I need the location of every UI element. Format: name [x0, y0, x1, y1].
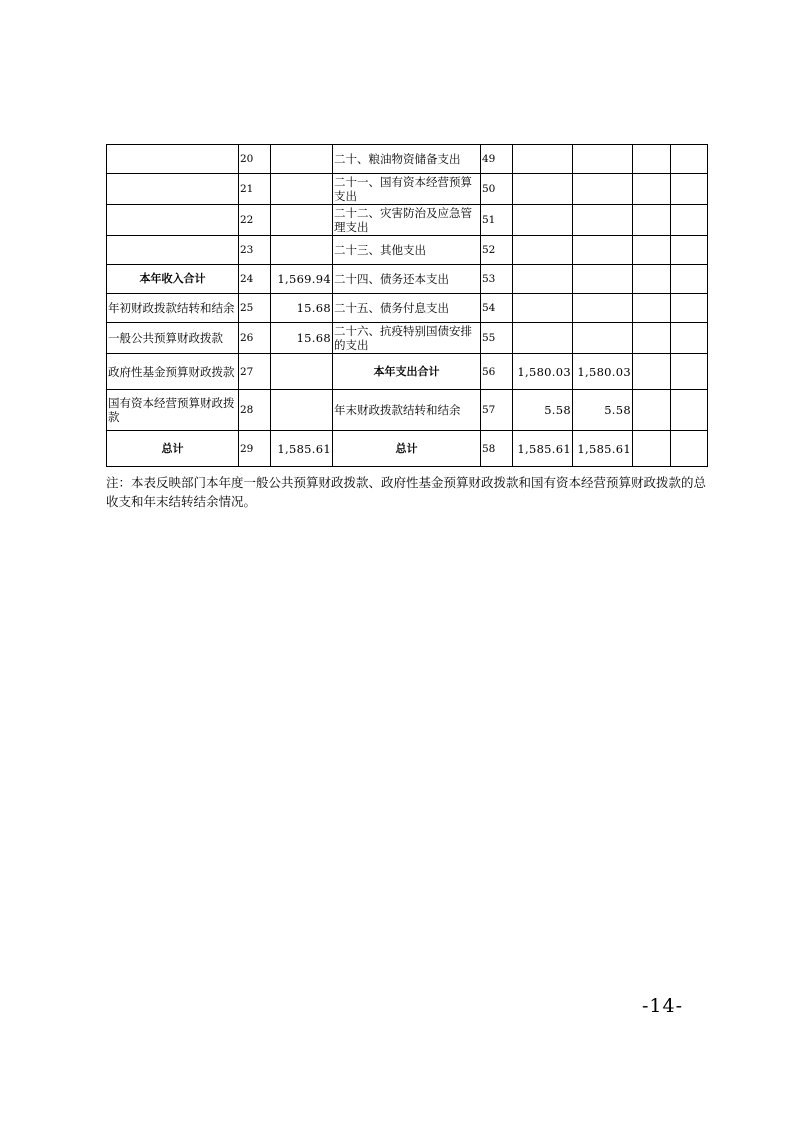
expense-general-cell: [573, 323, 633, 354]
expense-total-cell: [513, 265, 573, 294]
expense-state-cell: [671, 390, 708, 431]
income-amount-cell: 15.68: [271, 294, 333, 323]
expense-general-cell: [573, 145, 633, 174]
expense-state-cell: [671, 294, 708, 323]
expense-line-no: 54: [481, 294, 513, 323]
income-line-no: 27: [239, 354, 271, 390]
expense-item-cell: 年末财政拨款结转和结余: [333, 390, 481, 431]
expense-state-cell: [671, 236, 708, 265]
income-amount-cell: [271, 354, 333, 390]
expense-item-cell: 二十、粮油物资储备支出: [333, 145, 481, 174]
expense-total-cell: [513, 294, 573, 323]
expense-line-no: 53: [481, 265, 513, 294]
income-amount-cell: [271, 145, 333, 174]
expense-total-cell: 5.58: [513, 390, 573, 431]
expense-item-cell: 二十二、灾害防治及应急管理支出: [333, 205, 481, 236]
expense-line-no: 56: [481, 354, 513, 390]
expense-fund-cell: [633, 145, 671, 174]
income-amount-cell: [271, 174, 333, 205]
table-row: [107, 390, 708, 431]
income-item-cell: [107, 236, 239, 265]
expense-general-cell: [573, 265, 633, 294]
budget-table: [106, 144, 708, 467]
income-line-no: 20: [239, 145, 271, 174]
income-line-no: 26: [239, 323, 271, 354]
expense-general-cell: 1,585.61: [573, 431, 633, 467]
income-item-cell: [107, 205, 239, 236]
expense-line-no: 55: [481, 323, 513, 354]
expense-fund-cell: [633, 431, 671, 467]
table-row: [107, 174, 708, 205]
expense-item-cell: 二十五、债务付息支出: [333, 294, 481, 323]
expense-total-cell: [513, 323, 573, 354]
expense-state-cell: [671, 323, 708, 354]
income-item-cell: 总计: [107, 431, 239, 467]
income-line-no: 28: [239, 390, 271, 431]
income-item-cell: 一般公共预算财政拨款: [107, 323, 239, 354]
income-item-cell: 年初财政拨款结转和结余: [107, 294, 239, 323]
income-line-no: 24: [239, 265, 271, 294]
expense-line-no: 50: [481, 174, 513, 205]
expense-total-cell: [513, 174, 573, 205]
income-line-no: 25: [239, 294, 271, 323]
income-item-cell: 国有资本经营预算财政拨款: [107, 390, 239, 431]
expense-general-cell: [573, 236, 633, 265]
expense-fund-cell: [633, 236, 671, 265]
income-amount-cell: 15.68: [271, 323, 333, 354]
income-amount-cell: 1,569.94: [271, 265, 333, 294]
expense-state-cell: [671, 145, 708, 174]
expense-line-no: 58: [481, 431, 513, 467]
table-row: [107, 431, 708, 467]
expense-line-no: 57: [481, 390, 513, 431]
table-row: [107, 236, 708, 265]
expense-fund-cell: [633, 323, 671, 354]
expense-line-no: 51: [481, 205, 513, 236]
expense-general-cell: [573, 294, 633, 323]
table-row: [107, 323, 708, 354]
expense-line-no: 52: [481, 236, 513, 265]
expense-state-cell: [671, 265, 708, 294]
income-amount-cell: [271, 390, 333, 431]
expense-item-cell: 总计: [333, 431, 481, 467]
expense-state-cell: [671, 205, 708, 236]
income-item-cell: 政府性基金预算财政拨款: [107, 354, 239, 390]
expense-general-cell: 1,580.03: [573, 354, 633, 390]
income-line-no: 21: [239, 174, 271, 205]
expense-item-cell: 二十四、债务还本支出: [333, 265, 481, 294]
expense-general-cell: 5.58: [573, 390, 633, 431]
expense-state-cell: [671, 354, 708, 390]
table-row: [107, 294, 708, 323]
income-amount-cell: [271, 236, 333, 265]
expense-item-cell: 本年支出合计: [333, 354, 481, 390]
income-line-no: 22: [239, 205, 271, 236]
expense-fund-cell: [633, 265, 671, 294]
income-amount-cell: [271, 205, 333, 236]
expense-item-cell: 二十六、抗疫特别国债安排的支出: [333, 323, 481, 354]
expense-fund-cell: [633, 354, 671, 390]
table-note: 注：本表反映部门本年度一般公共预算财政拨款、政府性基金预算财政拨款和国有资本经营预算财政拨款的总收支和年末结转结余情况。: [106, 475, 707, 509]
expense-item-cell: 二十三、其他支出: [333, 236, 481, 265]
income-item-cell: [107, 174, 239, 205]
expense-item-cell: 二十一、国有资本经营预算支出: [333, 174, 481, 205]
expense-state-cell: [671, 431, 708, 467]
page-number: -14-: [642, 995, 684, 1017]
table-row: [107, 145, 708, 174]
expense-total-cell: [513, 236, 573, 265]
table-row: [107, 354, 708, 390]
expense-state-cell: [671, 174, 708, 205]
income-amount-cell: 1,585.61: [271, 431, 333, 467]
table-row: [107, 265, 708, 294]
income-line-no: 23: [239, 236, 271, 265]
expense-general-cell: [573, 205, 633, 236]
expense-line-no: 49: [481, 145, 513, 174]
expense-fund-cell: [633, 205, 671, 236]
expense-fund-cell: [633, 390, 671, 431]
expense-total-cell: [513, 145, 573, 174]
income-line-no: 29: [239, 431, 271, 467]
expense-total-cell: 1,580.03: [513, 354, 573, 390]
expense-total-cell: [513, 205, 573, 236]
expense-fund-cell: [633, 294, 671, 323]
expense-total-cell: 1,585.61: [513, 431, 573, 467]
income-item-cell: [107, 145, 239, 174]
expense-general-cell: [573, 174, 633, 205]
table-row: [107, 205, 708, 236]
income-item-cell: 本年收入合计: [107, 265, 239, 294]
expense-fund-cell: [633, 174, 671, 205]
